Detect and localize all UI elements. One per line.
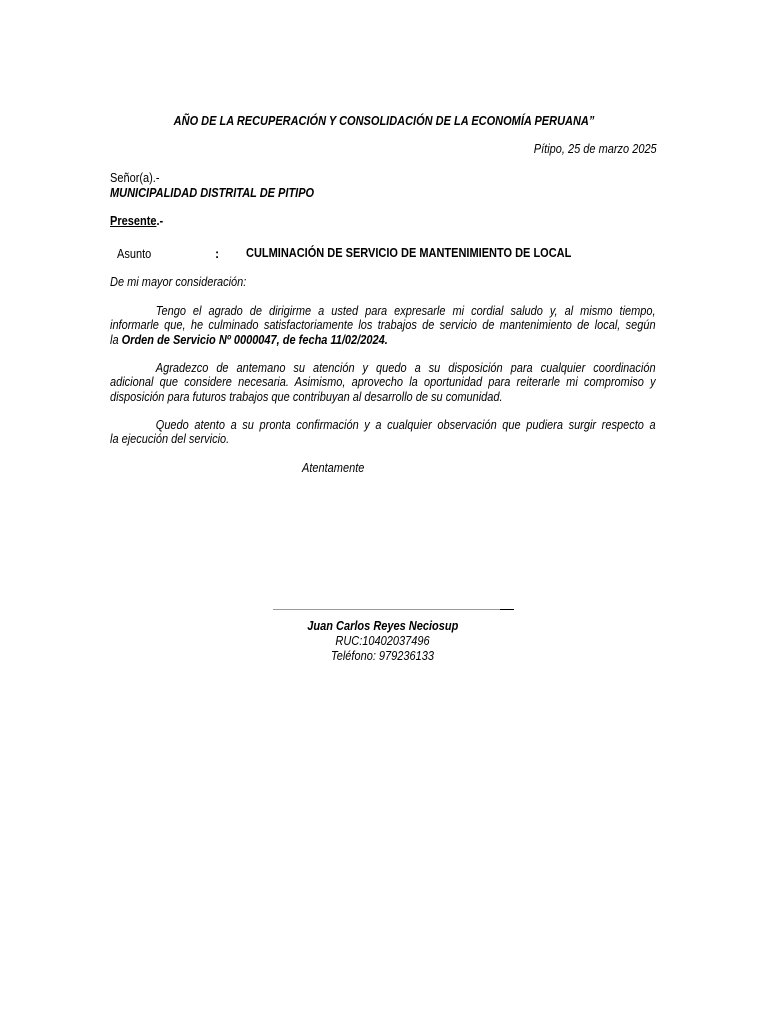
signature-line [273,609,501,610]
signature-block [253,619,513,664]
body-paragraph-1 [110,304,656,347]
presente-suffix: .- [156,214,164,228]
recipient-name [110,186,342,200]
greeting-text: De mi mayor consideración: [110,275,247,289]
subject-value-text: CULMINACIÓN DE SERVICIO DE MANTENIMIENTO DE LOCAL [246,246,572,260]
service-order-reference: Orden de Servicio Nº 0000047, de fecha 11/02/2024. [121,332,388,347]
closing-text: Atentamente [302,461,365,475]
body-paragraph-2 [110,361,656,404]
paragraph-1-line-3-prefix: la [110,332,122,347]
recipient-salutation [110,171,166,185]
header-title-text: AÑO DE LA RECUPERACIÓN Y CONSOLIDACIÓN DE LA ECONOMÍA PERUANA” [173,114,595,128]
presente-line [110,214,170,228]
letter-closing [302,461,373,475]
subject-colon: : [215,247,220,261]
date-text: Pítipo, 25 de marzo 2025 [534,142,657,156]
paragraph-3-line-2: la ejecución del servicio. [110,432,230,447]
paragraph-2-line-2: adicional que considere necesaria. Asimismo, aprovecho la oportunidad para reiterarle mi compromiso y [110,375,656,390]
paragraph-1-line-2: informarle que, he culminado satisfactoriamente los trabajos de servicio de mantenimiento de local, según [110,318,656,333]
paragraph-1-line-1: Tengo el agrado de dirigirme a usted para expresarle mi cordial saludo y, al mismo tiempo, [155,304,656,318]
presente-word: Presente [110,214,157,228]
paragraph-1-line-3 [110,333,656,347]
recipient-name-text: MUNICIPALIDAD DISTRITAL DE PITIPO [110,186,315,200]
signer-phone: Teléfono: 979236133 [331,649,435,663]
letter-date [517,142,657,156]
signer-ruc: RUC:10402037496 [335,634,431,648]
paragraph-2-line-3: disposición para futuros trabajos que contribuyan al desarrollo de su comunidad. [110,389,503,404]
signature-line-tail [500,609,514,610]
salutation-text: Señor(a).- [110,171,160,185]
body-paragraph-3 [110,418,656,447]
paragraph-2-line-1: Agradezco de antemano su atención y quedo a su disposición para cualquier coordinación [155,361,656,375]
letter-header-title [0,114,768,128]
subject-label-text: Asunto [117,247,152,261]
subject-value [246,246,616,260]
paragraph-3-line-1: Quedo atento a su pronta confirmación y a cualquier observación que pudiera surgir respecto a [155,418,656,432]
letter-greeting [110,275,265,289]
signer-name: Juan Carlos Reyes Neciosup [307,619,459,633]
subject-label [117,247,156,261]
